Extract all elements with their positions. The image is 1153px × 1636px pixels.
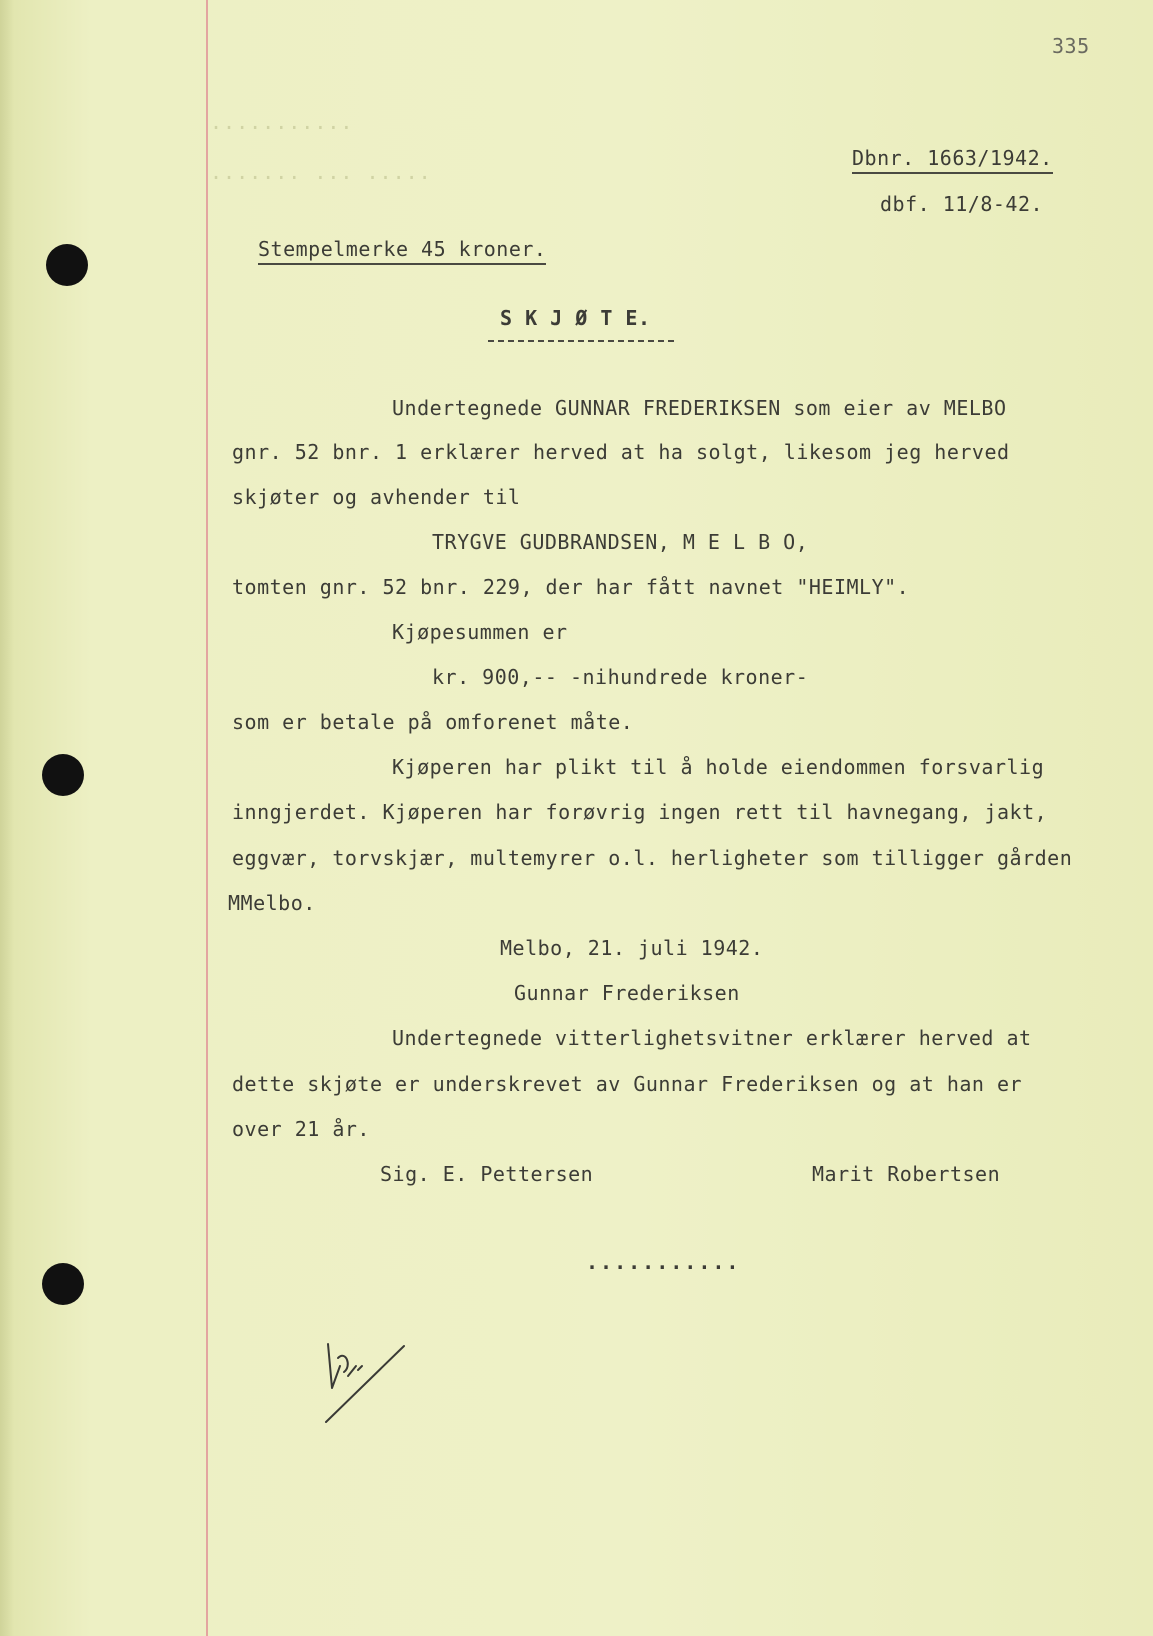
place-date: Melbo, 21. juli 1942. bbox=[500, 936, 764, 960]
document-title: S K J Ø T E. bbox=[500, 306, 651, 330]
stamp-duty: Stempelmerke 45 kroner. bbox=[258, 237, 546, 265]
closing-dots: ........... bbox=[586, 1250, 741, 1274]
purchase-price: kr. 900,-- -nihundrede kroner- bbox=[432, 665, 809, 689]
witness-left: Sig. E. Pettersen bbox=[380, 1162, 594, 1186]
margin-line bbox=[206, 0, 208, 1636]
page-number: 335 bbox=[1052, 34, 1090, 58]
punch-hole bbox=[42, 1263, 84, 1305]
witness-right: Marit Robertsen bbox=[812, 1162, 1001, 1186]
body-line: inngjerdet. Kjøperen har forøvrig ingen rett til havnegang, jakt, bbox=[232, 800, 1048, 824]
body-line: Undertegnede GUNNAR FREDERIKSEN som eier av MELBO bbox=[392, 396, 1007, 420]
body-line: som er betale på omforenet måte. bbox=[232, 710, 634, 734]
body-line: tomten gnr. 52 bnr. 229, der har fått navnet "HEIMLY". bbox=[232, 575, 910, 599]
page-edge-shadow bbox=[0, 0, 14, 1636]
body-line: Kjøpesummen er bbox=[392, 620, 568, 644]
seller-signature: Gunnar Frederiksen bbox=[514, 981, 740, 1005]
body-line: Kjøperen har plikt til å holde eiendommen forsvarlig bbox=[392, 755, 1045, 779]
faint-header-line: ....... ... ..... bbox=[210, 160, 432, 184]
registration-date: dbf. 11/8-42. bbox=[880, 192, 1044, 216]
punch-hole bbox=[46, 244, 88, 286]
handwritten-initials bbox=[318, 1336, 408, 1426]
body-line: dette skjøte er underskrevet av Gunnar Frederiksen og at han er bbox=[232, 1072, 1023, 1096]
punch-hole bbox=[42, 754, 84, 796]
document-number: Dbnr. 1663/1942. bbox=[852, 146, 1053, 174]
title-underline bbox=[488, 340, 674, 342]
body-line: over 21 år. bbox=[232, 1117, 370, 1141]
faint-header-line: ........... bbox=[210, 110, 354, 134]
body-line: eggvær, torvskjær, multemyrer o.l. herligheter som tilligger gården bbox=[232, 846, 1073, 870]
buyer-name: TRYGVE GUDBRANDSEN, M E L B O, bbox=[432, 530, 809, 554]
body-line: MMelbo. bbox=[228, 891, 316, 915]
body-line: skjøter og avhender til bbox=[232, 485, 521, 509]
body-line: Undertegnede vitterlighetsvitner erklærer herved at bbox=[392, 1026, 1032, 1050]
body-line: gnr. 52 bnr. 1 erklærer herved at ha solgt, likesom jeg herved bbox=[232, 440, 1010, 464]
